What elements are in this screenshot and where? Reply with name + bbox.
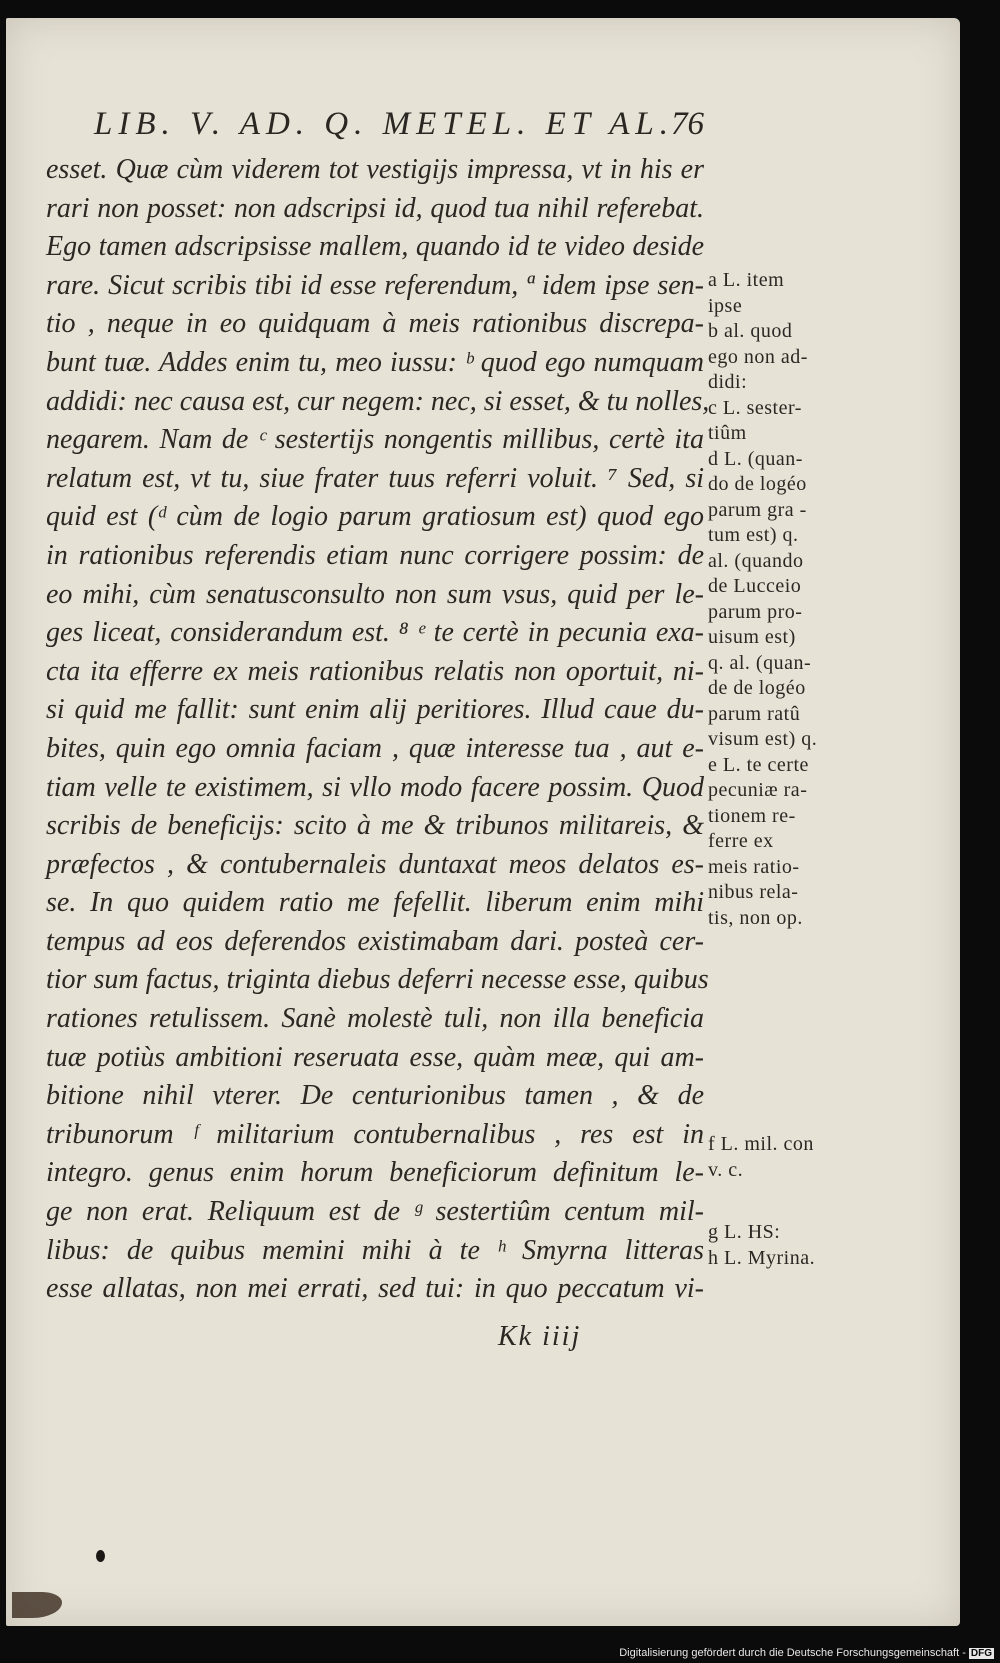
margin-note-line: tum est) q. <box>708 524 799 546</box>
main-text-block <box>46 151 710 1309</box>
margin-notes-bottom <box>708 1220 858 1271</box>
text-line: negarem. Nam de ᶜ sestertijs nongentis millibus, certè ita <box>46 424 704 456</box>
text-line: tiam velle te existimem, si vllo modo facere possim. Quod <box>46 771 704 803</box>
ink-spot <box>96 1550 105 1562</box>
digitization-credit <box>619 1647 994 1661</box>
catchword-signature: Kk iiij <box>498 1321 582 1352</box>
margin-note-line: tiûm <box>708 422 747 444</box>
margin-note-line: pecuniæ ra- <box>708 779 808 801</box>
dfg-logo: DFG <box>970 1648 992 1659</box>
text-line: se. In quo quidem ratio me fefellit. liberum enim mihi <box>46 887 704 919</box>
text-line: scribis de beneficijs: scito à me & tribunos militareis, & <box>46 810 704 842</box>
running-header <box>94 106 704 146</box>
margin-note-line: meis ratio- <box>708 855 800 878</box>
text-line: Ego tamen adscripsisse mallem, quando id te video deside <box>46 231 704 263</box>
margin-note-line: visum est) q. <box>708 728 818 750</box>
margin-note-line: tionem re- <box>708 804 796 827</box>
margin-note-line: de Lucceio <box>708 575 802 597</box>
margin-note-line: b al. quod <box>708 320 793 342</box>
page-stain <box>12 1592 62 1618</box>
text-line: tempus ad eos deferendos existimabam dari. posteà cer- <box>46 925 704 957</box>
margin-note-line: h L. Myrina. <box>708 1246 816 1269</box>
text-line: tuæ potiùs ambitioni reseruata esse, quàm meæ, qui am- <box>46 1041 704 1073</box>
margin-note-line: de de logéo <box>708 677 806 699</box>
margin-note-line: tis, non op. <box>708 906 803 929</box>
margin-note-line: a L. item <box>708 269 785 291</box>
text-line: libus: de quibus memini mihi à te ʰ Smyrna litteras <box>46 1234 704 1266</box>
margin-note-line: q. al. (quan- <box>708 651 812 674</box>
text-line: si quid me fallit: sunt enim alij peritiores. Illud caue du- <box>46 694 704 726</box>
text-line: ge non erat. Reliquum est de ᵍ sestertiûm centum mil- <box>46 1196 704 1228</box>
text-line: rari non posset: non adscripsi id, quod tua nihil referebat. <box>46 192 704 224</box>
text-line: ges liceat, considerandum est. ⁸ ᵉ te certè in pecunia exa- <box>46 617 704 649</box>
margin-note-line: ipse <box>708 294 743 317</box>
text-line: præfectos , & contubernaleis duntaxat meos delatos es- <box>46 848 704 880</box>
text-line: rationes retulissem. Sanè molestè tuli, non illa beneficia <box>46 1003 704 1035</box>
margin-note-line: v. c. <box>708 1158 744 1181</box>
margin-note-line: parum ratû <box>708 702 801 725</box>
margin-note-line: didi: <box>708 371 748 393</box>
text-line: addidi: nec causa est, cur negem: nec, si esset, & tu nolles, <box>46 385 710 417</box>
text-line: quid est (ᵈ cùm de logio parum gratiosum est) quod ego <box>46 501 704 533</box>
margin-note-line: parum pro- <box>708 600 803 623</box>
margin-note-line: nibus rela- <box>708 881 799 903</box>
margin-note-line: d L. (quan- <box>708 447 803 470</box>
margin-note-line: parum gra - <box>708 498 807 521</box>
text-line: bites, quin ego omnia faciam , quæ interesse tua , aut e- <box>46 732 704 764</box>
text-line: bunt tuæ. Addes enim tu, meo iussu: ᵇ quod ego numquam <box>46 346 704 378</box>
margin-note-line: f L. mil. con <box>708 1133 814 1155</box>
credit-text: Digitalisierung gefördert durch die Deutsche Forschungsgemeinschaft - <box>619 1647 966 1659</box>
margin-note-line: ego non ad- <box>708 345 808 368</box>
folio-number: 76 <box>671 106 704 142</box>
text-line: tribunorum ᶠ militarium contubernalibus , res est in <box>46 1118 704 1150</box>
text-line: bitione nihil vterer. De centurionibus tamen , & de <box>46 1080 704 1112</box>
text-line: eo mihi, cùm senatusconsulto non sum vsus, quid per le- <box>46 578 704 610</box>
margin-note-line: ferre ex <box>708 830 774 852</box>
text-line: in rationibus referendis etiam nunc corrigere possim: de <box>46 539 704 571</box>
book-page <box>6 18 960 1626</box>
text-line: cta ita efferre ex meis rationibus relatis non oportuit, ni- <box>46 655 704 687</box>
running-title: LIB. V. AD. Q. METEL. ET AL. <box>94 106 674 142</box>
text-line: tior sum factus, triginta diebus deferri necesse esse, quibus <box>46 964 709 996</box>
margin-note-line: g L. HS: <box>708 1221 781 1243</box>
text-line: tio , neque in eo quidquam à meis rationibus discrepa- <box>46 308 704 340</box>
text-line: esse allatas, non mei errati, sed tui: in quo peccatum vi- <box>46 1273 704 1305</box>
margin-notes-middle <box>708 1132 858 1183</box>
text-line: rare. Sicut scribis tibi id esse referendum, ª idem ipse sen- <box>46 269 704 301</box>
margin-notes-top <box>708 268 858 931</box>
text-line: esset. Quæ cùm viderem tot vestigijs impressa, vt in his er <box>46 154 704 185</box>
margin-note-line: al. (quando <box>708 549 804 572</box>
text-line: relatum est, vt tu, siue frater tuus referri voluit. ⁷ Sed, si <box>46 462 704 494</box>
margin-note-line: c L. sester- <box>708 396 802 419</box>
margin-note-line: e L. te certe <box>708 753 809 776</box>
margin-note-line: do de logéo <box>708 473 807 495</box>
text-line: integro. genus enim horum beneficiorum definitum le- <box>46 1157 704 1189</box>
margin-note-line: uisum est) <box>708 626 796 648</box>
